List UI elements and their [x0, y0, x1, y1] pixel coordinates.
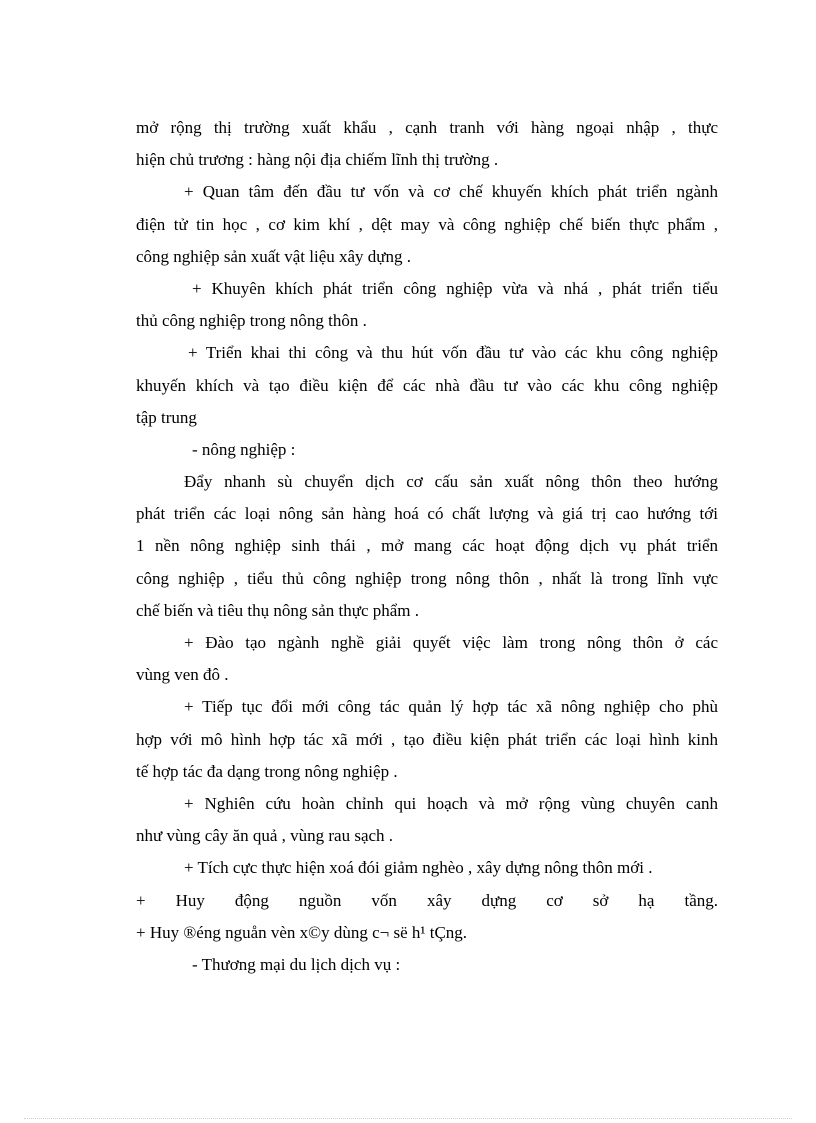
section-heading: - Thương mại du lịch dịch vụ :: [192, 954, 401, 974]
text-line: hiện chủ trương : hàng nội địa chiếm lĩnh thị trường .: [136, 150, 499, 170]
text-line: + Tiếp tục đổi mới công tác quản lý hợp tác xã nông nghiệp cho phù: [184, 697, 718, 717]
text-line: tập trung: [136, 407, 197, 427]
text-line: điện tử tin học , cơ kim khí , dệt may và công nghiệp chế biến thực phẩm ,: [136, 214, 718, 234]
page-bottom-rule: [24, 1118, 792, 1119]
text-line: như vùng cây ăn quả , vùng rau sạch .: [136, 826, 394, 846]
text-line: tế hợp tác đa dạng trong nông nghiệp .: [136, 761, 398, 781]
text-line: + Huy động nguồn vốn xây dựng cơ sở hạ tầng.: [136, 890, 718, 910]
text-line: + Quan tâm đến đầu tư vốn và cơ chế khuyến khích phát triển ngành: [184, 182, 718, 202]
text-line: + Đào tạo ngành nghề giải quyết việc làm trong nông thôn ở các: [184, 633, 718, 652]
text-line: thủ công nghiệp trong nông thôn .: [136, 311, 367, 331]
text-line: hợp với mô hình hợp tác xã mới , tạo điều kiện phát triển các loại hình kinh: [136, 729, 718, 749]
text-line: + Triển khai thi công và thu hút vốn đầu tư vào các khu công nghiệp: [188, 343, 718, 363]
text-line: + Khuyên khích phát triển công nghiệp vừa và nhá , phát triển tiểu: [192, 278, 718, 298]
text-line: chế biến và tiêu thụ nông sản thực phẩm .: [136, 600, 420, 620]
text-line: + Tích cực thực hiện xoá đói giảm nghèo , xây dựng nông thôn mới .: [184, 858, 653, 878]
text-line: 1 nền nông nghiệp sinh thái , mở mang các hoạt động dịch vụ phát triển: [136, 536, 718, 556]
document-body: [136, 112, 718, 981]
text-line: khuyến khích và tạo điều kiện để các nhà đầu tư vào các khu công nghiệp: [136, 375, 718, 395]
text-line: Đẩy nhanh sù chuyển dịch cơ cấu sản xuất nông thôn theo hướng: [184, 472, 718, 492]
text-line: công nghiệp sản xuất vật liệu xây dựng .: [136, 246, 412, 266]
text-line: công nghiệp , tiểu thủ công nghiệp trong nông thôn , nhất là trong lĩnh vực: [136, 568, 718, 588]
section-heading: - nông nghiệp :: [192, 439, 296, 459]
text-line: + Huy ®éng nguån vèn x©y dùng c¬ së h¹ tÇng.: [136, 922, 468, 942]
text-line: vùng ven đô .: [136, 665, 229, 685]
text-line: + Nghiên cứu hoàn chỉnh qui hoạch và mở rộng vùng chuyên canh: [184, 793, 718, 813]
text-line: phát triển các loại nông sản hàng hoá có chất lượng và giá trị cao hướng tới: [136, 504, 718, 524]
text-line: mở rộng thị trường xuất khẩu , cạnh tranh với hàng ngoại nhập , thực: [136, 118, 718, 137]
